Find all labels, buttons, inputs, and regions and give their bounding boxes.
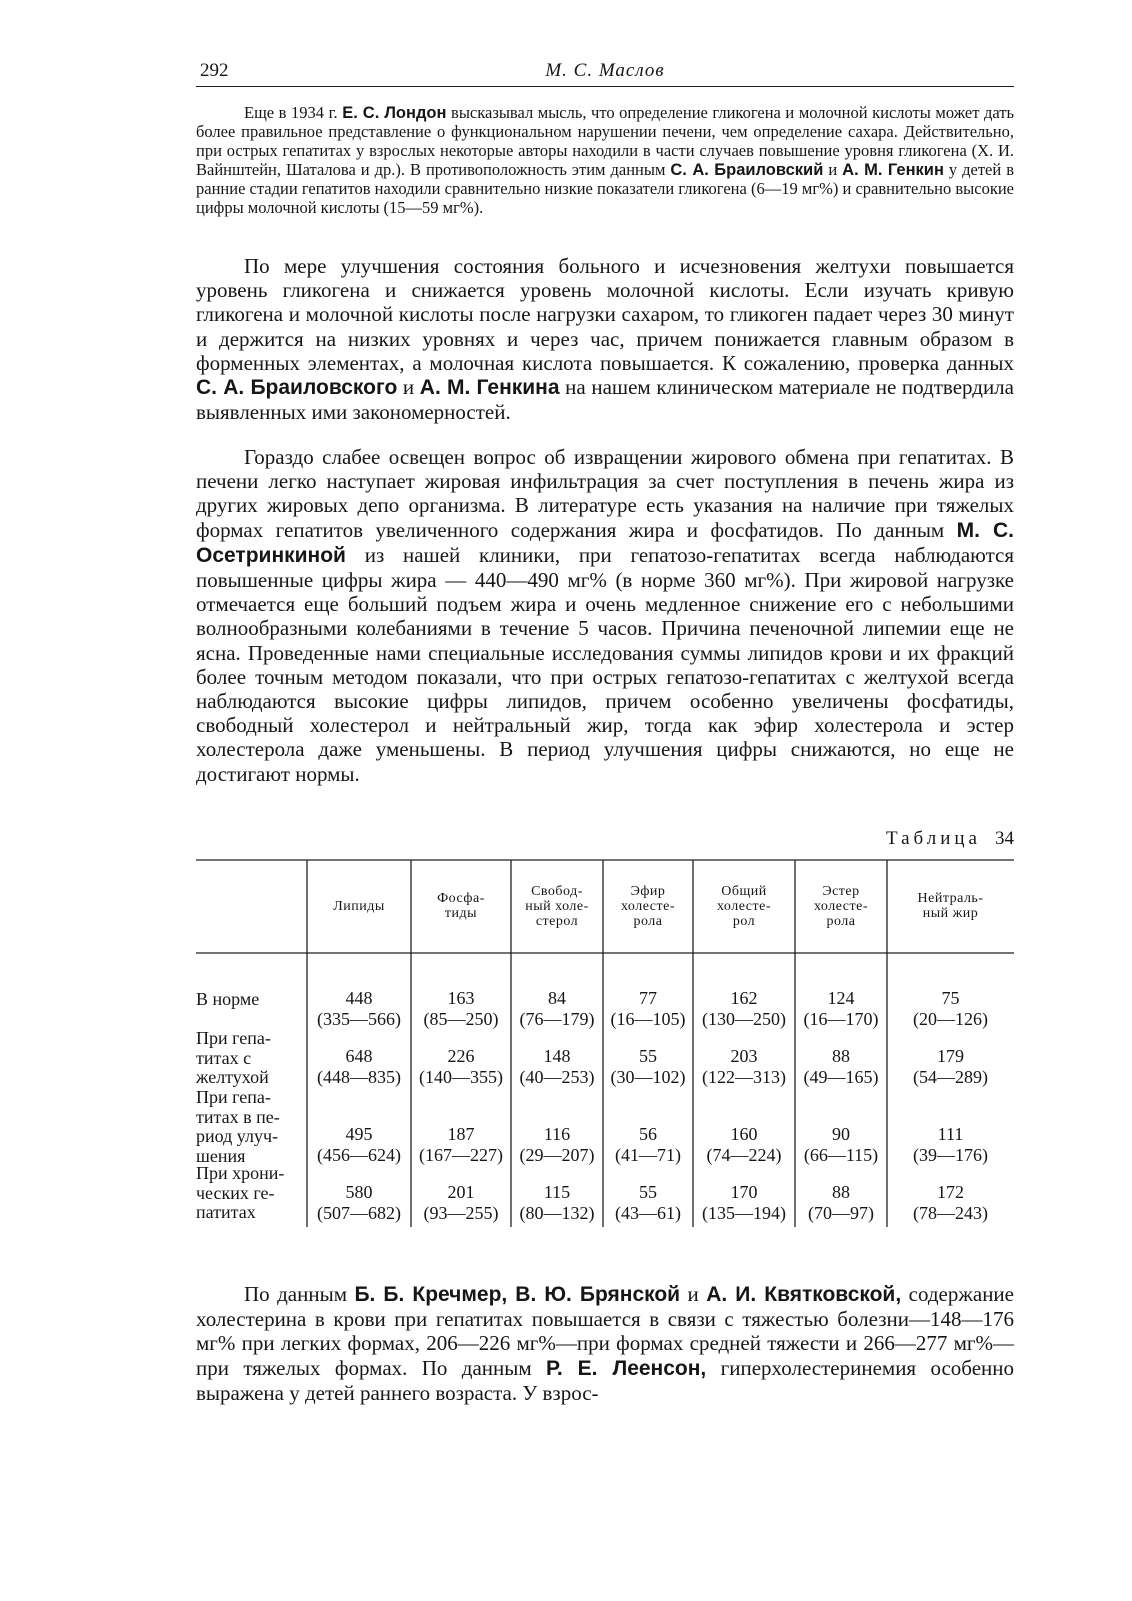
table-cell xyxy=(693,988,795,1030)
cell-value: 115 xyxy=(543,1182,571,1202)
text-run: По мере улучшения состояния больного и исчезновения желтухи повышается уровень гликогена и снижается уровень молочной кислоты. Если изучать кривую гликогена и молочной кислоты после нагрузки сахаром, то гликоген падает через 30 минут и держится на низких уровнях и через час, причем понижается главным образом в форменных элементах, а молочная кислота повышается. К сожалению, проверка данных xyxy=(196,254,1014,375)
author-name: Б. Б. Кречмер, В. Ю. Брянской xyxy=(354,1283,681,1306)
cell-range: (20—126) xyxy=(913,1009,988,1029)
table-cell xyxy=(511,1046,603,1088)
cell-range: (66—115) xyxy=(803,1145,879,1165)
table-cell xyxy=(603,1124,693,1166)
cell-range: (76—179) xyxy=(519,1009,595,1029)
author-name: А. М. Генкина xyxy=(419,376,560,400)
cell-range: (74—224) xyxy=(706,1145,782,1165)
table-cell xyxy=(887,988,1014,1030)
cell-range: (16—105) xyxy=(610,1009,686,1029)
cell-range: (335—566) xyxy=(317,1009,401,1029)
table-column-header: Эстер холесте- рола xyxy=(813,883,869,929)
cell-value: 170 xyxy=(730,1182,758,1202)
author-name: Е. С. Лондон xyxy=(342,104,447,122)
table-cell xyxy=(887,1046,1014,1088)
cell-range: (140—355) xyxy=(419,1067,503,1087)
cell-value: 90 xyxy=(832,1124,850,1144)
table-column-header: Липиды xyxy=(333,898,385,914)
cell-value: 148 xyxy=(543,1046,571,1066)
author-name: А. И. Квятковской, xyxy=(706,1283,902,1306)
cell-range: (507—682) xyxy=(317,1203,401,1223)
author-name: С. А. Браиловского xyxy=(196,376,398,400)
cell-range: (130—250) xyxy=(702,1009,786,1029)
cell-value: 124 xyxy=(827,988,855,1008)
paragraph-cholesterol xyxy=(196,1282,1014,1405)
cell-value: 495 xyxy=(345,1124,373,1144)
cell-value: 111 xyxy=(937,1124,964,1144)
table-cell xyxy=(411,1182,511,1224)
table-cell xyxy=(411,1124,511,1166)
cell-range: (43—61) xyxy=(615,1203,681,1223)
text-run: гиперхолестеринемия особенно выражена у детей раннего возраста. У взрос- xyxy=(196,1355,1014,1405)
author-name: С. А. Браиловский xyxy=(670,160,824,179)
text-run: Еще в 1934 г. xyxy=(244,103,343,122)
cell-range: (135—194) xyxy=(702,1203,786,1223)
table-column-header: Фосфа- тиды xyxy=(437,891,485,921)
table-cell xyxy=(511,1124,603,1166)
table-cell xyxy=(411,1046,511,1088)
text-run: и xyxy=(397,375,420,400)
author-name: М. С. Осетринкиной xyxy=(196,518,1014,567)
cell-range: (40—253) xyxy=(519,1067,595,1087)
cell-value: 203 xyxy=(730,1046,758,1066)
cell-range: (29—207) xyxy=(519,1145,595,1165)
table-cell xyxy=(795,1182,887,1224)
table-cell xyxy=(693,1124,795,1166)
cell-range: (80—132) xyxy=(519,1203,595,1223)
table-row-label: При хрони- ческих ге- патитах xyxy=(196,1163,285,1222)
table-cell xyxy=(795,1124,887,1166)
cell-range: (49—165) xyxy=(803,1067,879,1087)
table-cell xyxy=(887,1182,1014,1224)
cell-value: 77 xyxy=(639,988,657,1008)
page-number: 292 xyxy=(200,60,229,81)
table-number: 34 xyxy=(995,828,1014,849)
cell-value: 201 xyxy=(447,1182,475,1202)
cell-range: (93—255) xyxy=(423,1203,499,1223)
cell-range: (16—170) xyxy=(803,1009,879,1029)
cell-value: 56 xyxy=(639,1124,657,1144)
table-row-label: При гепа- титах в пе- риод улуч- шения xyxy=(196,1087,280,1166)
cell-range: (456—624) xyxy=(317,1145,401,1165)
table-cell xyxy=(693,1046,795,1088)
author-name: А. М. Генкин xyxy=(842,160,944,179)
table-cell xyxy=(603,1046,693,1088)
cell-value: 84 xyxy=(548,988,566,1008)
text-run: и xyxy=(823,159,843,179)
cell-range: (39—176) xyxy=(913,1145,988,1165)
cell-range: (167—227) xyxy=(419,1145,503,1165)
text-run: из нашей клиники, при гепатозо-гепатитах всегда наблюдаются повышенные цифры жира — 440—490 мг% (в норме 360 мг%). При жировой нагрузке отмечается еще больший подъем жира и очень медленное снижение его с небольшими волнообразными колебаниями в течение 5 часов. Причина печеночной липемии еще не ясна. Проведенные нами специальные исследования суммы липидов крови и их фракций более точным методом показали, что при острых гепатозо-гепатитах с желтухой всегда наблюдаются высокие цифры липидов, причем особенно увеличены фосфатиды, свободный холестерол и нейтральный жир, тогда как эфир холестерола и эстер холестерола даже уменьшены. В период улучшения цифры снижаются, но еще не достигают нормы. xyxy=(196,542,1014,786)
table-cell xyxy=(887,1124,1014,1166)
table-cell xyxy=(411,988,511,1030)
table-column-header: Общий холесте- рол xyxy=(716,883,772,929)
cell-value: 580 xyxy=(345,1182,373,1202)
table-cell xyxy=(511,988,603,1030)
cell-range: (448—835) xyxy=(317,1067,401,1087)
cell-value: 55 xyxy=(639,1182,657,1202)
table-column-header: Свобод- ный холе- стерол xyxy=(525,883,589,929)
running-title: М. С. Маслов xyxy=(545,60,665,81)
table-cell xyxy=(795,1046,887,1088)
table-column-header: Нейтраль- ный жир xyxy=(917,891,984,921)
table-cell xyxy=(307,988,411,1030)
table-cell xyxy=(795,988,887,1030)
table-column-header: Эфир холесте- рола xyxy=(620,883,676,929)
cell-range: (122—313) xyxy=(702,1067,786,1087)
cell-range: (30—102) xyxy=(610,1067,686,1087)
table-caption-label: Таблица xyxy=(885,828,981,849)
cell-value: 226 xyxy=(447,1046,475,1066)
cell-value: 179 xyxy=(937,1046,964,1066)
cell-value: 116 xyxy=(543,1124,571,1144)
text-run: высказывал мысль, что определение гликогена и молочной кислоты может дать более правильное представление о функциональном нарушении печени, чем определение сахара. Действительно, при острых гепатитах у взрослых некоторые авторы находили в части случаев повышение уровня гликогена (Х. И. Вайнштейн, Шаталова и др.). В противоположность этим данным xyxy=(196,103,1015,179)
table-cell xyxy=(693,1182,795,1224)
text-run: содержание холестерина в крови при гепатитах повышается в связи с тяжестью болезни—148—176 мг% при легких формах, 206—226 мг%—при формах средней тяжести и 266—277 мг%—при тяжелых формах. По данным xyxy=(196,1282,1014,1380)
cell-value: 648 xyxy=(345,1046,373,1066)
cell-value: 75 xyxy=(941,988,960,1008)
table-cell xyxy=(307,1124,411,1166)
text-run: По данным xyxy=(244,1282,355,1306)
table-cell xyxy=(603,988,693,1030)
cell-value: 55 xyxy=(639,1046,657,1066)
table-row-label: В норме xyxy=(196,989,260,1009)
cell-value: 163 xyxy=(447,988,475,1008)
author-name: Р. Е. Леенсон, xyxy=(546,1356,707,1380)
cell-range: (78—243) xyxy=(913,1203,988,1223)
cell-value: 88 xyxy=(832,1182,850,1202)
text-run: на нашем клиническом материале не подтвердила выявленных ими закономерностей. xyxy=(196,375,1014,425)
text-run: у детей в ранние стадии гепатитов находили сравнительно низкие показатели гликогена (6—19 мг%) и сравнительно высокие цифры молочной кислоты (15—59 мг%). xyxy=(196,159,1014,217)
cell-value: 88 xyxy=(832,1046,850,1066)
cell-range: (85—250) xyxy=(423,1009,499,1029)
table-cell xyxy=(603,1182,693,1224)
table-cell xyxy=(511,1182,603,1224)
text-run: Гораздо слабее освещен вопрос об извращении жирового обмена при гепатитах. В печени легко наступает жировая инфильтрация за счет поступления в печень жира из других жировых депо организма. В литературе есть указания на наличие при тяжелых формах гепатитов увеличенного содержания жира и фосфатидов. По данным xyxy=(196,445,1014,542)
text-run: и xyxy=(680,1282,707,1306)
cell-value: 172 xyxy=(937,1182,964,1202)
cell-value: 160 xyxy=(730,1124,758,1144)
cell-range: (70—97) xyxy=(808,1203,874,1223)
cell-value: 162 xyxy=(730,988,758,1008)
cell-value: 187 xyxy=(447,1124,475,1144)
table-cell xyxy=(307,1182,411,1224)
cell-range: (41—71) xyxy=(615,1145,681,1165)
table-row-label: При гепа- титах с желтухой xyxy=(196,1028,271,1087)
cell-value: 448 xyxy=(345,988,373,1008)
table-cell xyxy=(307,1046,411,1088)
cell-range: (54—289) xyxy=(913,1067,988,1087)
